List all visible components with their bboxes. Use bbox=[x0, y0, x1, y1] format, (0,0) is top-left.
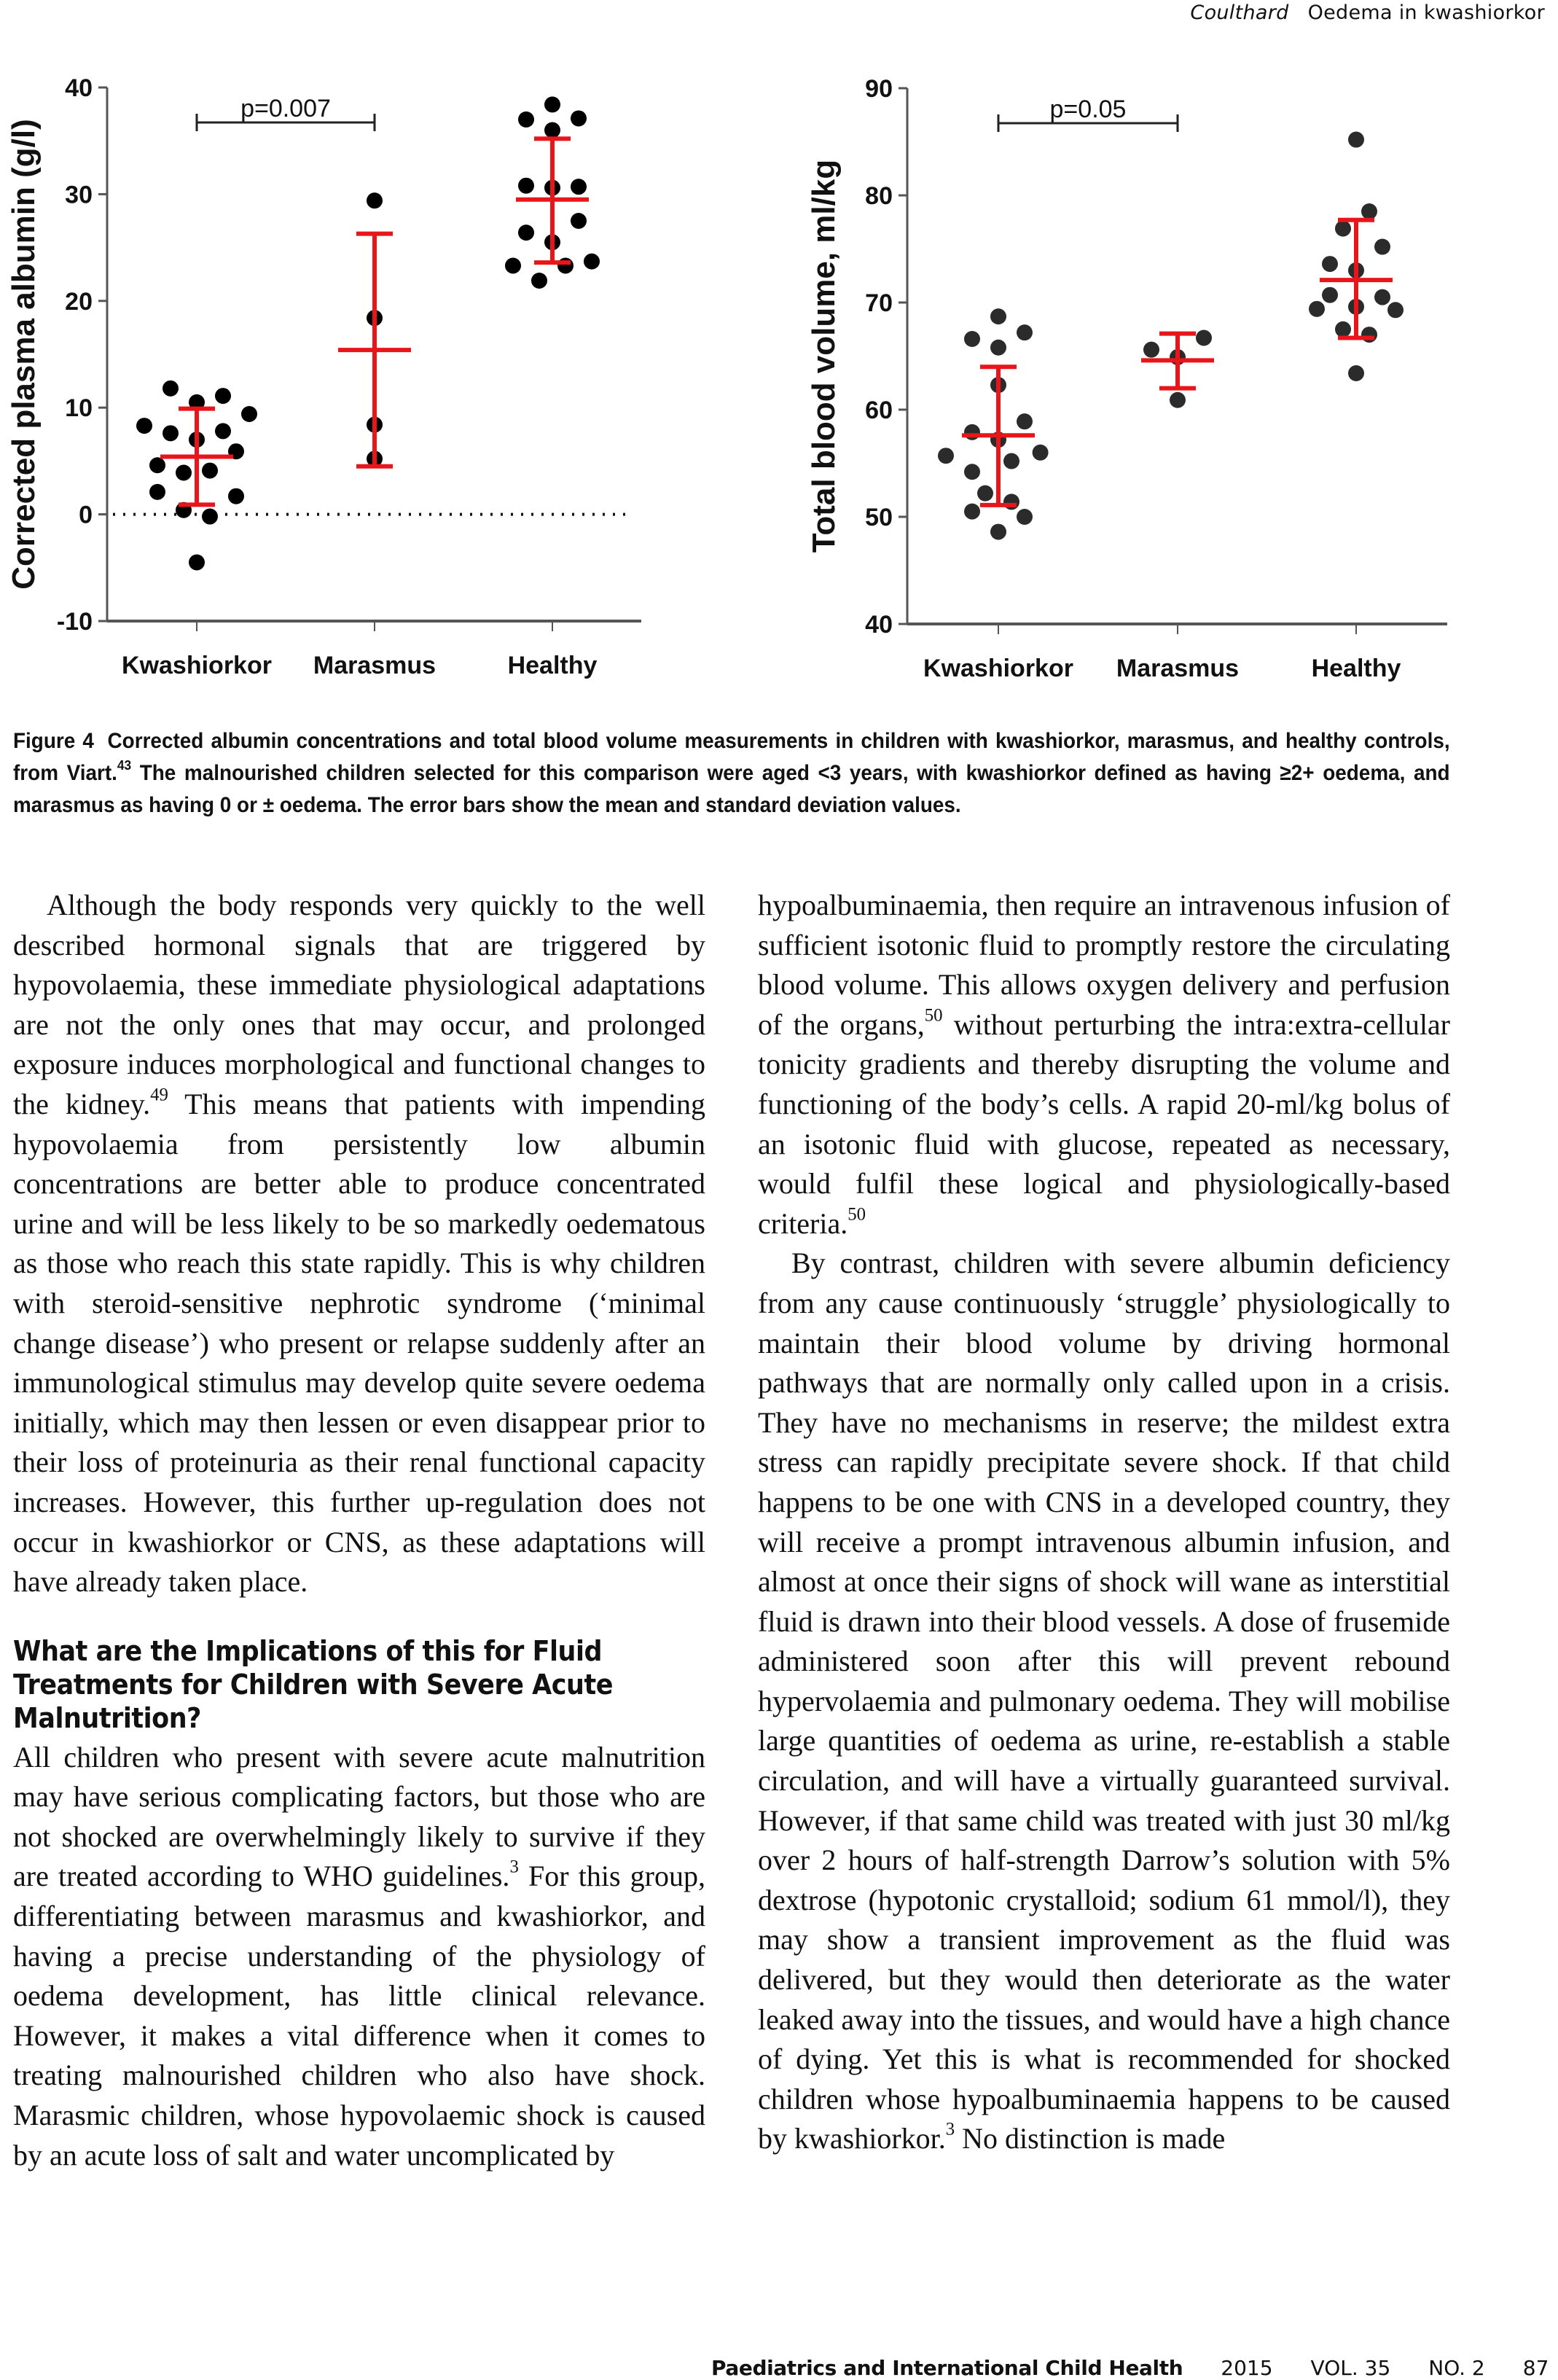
data-point bbox=[990, 340, 1006, 356]
mean-sd-error-bar bbox=[338, 234, 411, 467]
data-point bbox=[1170, 392, 1186, 408]
data-point bbox=[1335, 221, 1351, 237]
data-point bbox=[977, 485, 993, 502]
data-point bbox=[1361, 327, 1377, 343]
data-point bbox=[505, 257, 521, 273]
data-point bbox=[136, 418, 152, 434]
data-point bbox=[964, 464, 980, 480]
x-category-label: Marasmus bbox=[1116, 655, 1240, 682]
data-point bbox=[1017, 413, 1033, 429]
paragraph bbox=[13, 886, 705, 1602]
y-tick-label: 90 bbox=[865, 75, 893, 103]
x-category-label: Kwashiorkor bbox=[923, 655, 1073, 682]
figure-4 bbox=[0, 58, 1558, 707]
y-tick-label: -10 bbox=[56, 608, 93, 636]
mean-sd-error-bar bbox=[516, 138, 589, 262]
journal-name: Paediatrics and International Child Health bbox=[711, 2356, 1183, 2380]
running-head-author: Coulthard bbox=[1190, 1, 1289, 24]
paragraph-text: No distinction is made bbox=[955, 2122, 1226, 2155]
data-point bbox=[1196, 330, 1212, 346]
y-tick-label: 40 bbox=[865, 611, 893, 639]
citation-ref[interactable]: 50 bbox=[924, 1005, 943, 1026]
data-point bbox=[518, 112, 534, 128]
p-value-label: p=0.007 bbox=[240, 95, 331, 122]
data-point bbox=[1143, 342, 1159, 358]
data-point bbox=[163, 425, 179, 441]
data-point bbox=[964, 424, 980, 440]
data-point bbox=[1017, 509, 1033, 525]
data-point bbox=[215, 388, 231, 404]
data-point bbox=[1322, 287, 1338, 303]
mean-sd-error-bar bbox=[1320, 220, 1393, 338]
data-point bbox=[571, 213, 587, 229]
y-tick-label: 70 bbox=[865, 289, 893, 317]
p-value-label: p=0.05 bbox=[1049, 95, 1127, 123]
volume: VOL. 35 bbox=[1310, 2356, 1391, 2380]
data-point bbox=[964, 504, 980, 520]
y-tick-label: 40 bbox=[65, 74, 93, 102]
y-tick-label: 30 bbox=[65, 181, 93, 209]
figure-label: Figure 4 bbox=[13, 729, 94, 753]
albumin-scatter-chart bbox=[0, 58, 656, 700]
x-category-label: Kwashiorkor bbox=[122, 652, 272, 679]
data-point bbox=[1017, 324, 1033, 340]
paragraph bbox=[758, 1244, 1450, 2159]
running-head-title: Oedema in kwashiorkor bbox=[1307, 1, 1545, 24]
figure-caption bbox=[13, 725, 1450, 822]
paragraph-text: without perturbing the intra:extra-cellular tonicity gradients and thereby disrupting the volume and functioning of the body’s cells. A rapid 20-ml/kg bolus of an isotonic fluid with glucose, repeated as necessary, would fulfil these logical and physiologically-based criteria. bbox=[758, 1007, 1450, 1240]
citation-ref[interactable]: 43 bbox=[117, 757, 132, 773]
running-head bbox=[1190, 1, 1545, 24]
caption-text: Corrected albumin concentrations and total blood volume measurements in children with kwashiorkor, marasmus, and healthy controls, from Viart. bbox=[13, 729, 1450, 785]
y-axis-label: Corrected plasma albumin (g/l) bbox=[6, 119, 42, 590]
series-kwashiorkor bbox=[938, 308, 1049, 539]
data-point bbox=[1348, 365, 1364, 381]
caption-text-cont: The malnourished children selected for this comparison were aged <3 years, with kwashiorkor defined as having ≥2+ oedema, and marasmus as having 0 or ± oedema. The error bars show the mean and standard deviation values. bbox=[13, 761, 1450, 817]
citation-ref[interactable]: 3 bbox=[509, 1857, 519, 1877]
data-point bbox=[202, 463, 218, 479]
data-point bbox=[544, 96, 560, 112]
data-point bbox=[518, 225, 534, 241]
data-point bbox=[544, 122, 560, 138]
y-tick-label: 0 bbox=[79, 501, 93, 529]
y-tick-label: 60 bbox=[865, 397, 893, 424]
data-point bbox=[531, 273, 547, 289]
paragraph-text: All children who present with severe acute malnutrition may have serious complicating factors, but those who are not shocked are overwhelmingly likely to survive if they are treated according to WHO guidelines. bbox=[13, 1740, 705, 1893]
data-point bbox=[176, 465, 192, 481]
data-point bbox=[149, 484, 165, 500]
data-point bbox=[584, 254, 600, 270]
y-tick-label: 10 bbox=[65, 394, 93, 423]
section-heading: What are the Implications of this for Fluid Treatments for Children with Severe Acute Malnutrition? bbox=[13, 1634, 613, 1734]
paragraph bbox=[758, 886, 1450, 1244]
data-point bbox=[215, 423, 231, 439]
data-point bbox=[149, 457, 165, 473]
x-category-label: Marasmus bbox=[313, 652, 437, 679]
data-point bbox=[1361, 203, 1377, 219]
citation-ref[interactable]: 3 bbox=[945, 2119, 955, 2139]
data-point bbox=[571, 110, 587, 126]
data-point bbox=[1309, 301, 1325, 317]
blood-volume-scatter-chart bbox=[802, 58, 1487, 700]
data-point bbox=[990, 308, 1006, 324]
data-point bbox=[1335, 321, 1351, 338]
y-tick-label: 20 bbox=[65, 287, 93, 316]
citation-ref[interactable]: 50 bbox=[847, 1204, 866, 1225]
issue: NO. 2 bbox=[1428, 2356, 1485, 2380]
mean-sd-error-bar bbox=[160, 409, 233, 505]
data-point bbox=[1003, 493, 1019, 510]
data-point bbox=[938, 448, 954, 464]
series-marasmus bbox=[1141, 330, 1214, 408]
data-point bbox=[367, 192, 383, 208]
y-tick-label: 50 bbox=[865, 504, 893, 531]
data-point bbox=[228, 488, 244, 504]
data-point bbox=[557, 257, 574, 273]
paragraph bbox=[13, 1738, 705, 2176]
data-point bbox=[241, 406, 257, 422]
y-axis-label: Total blood volume, ml/kg bbox=[806, 159, 842, 553]
paragraph-text: This means that patients with impending hypovolaemia from persistently low albumin concentrations are better able to produce concentrated urine and will be less likely to be so markedly oedematous as those who reach this state rapidly. This is why children with steroid-sensitive nephrotic syndrome (‘minimal change disease’) who present or relapse suddenly after an immunological stimulus may develop quite severe oedema initially, which may then lessen or even disappear prior to their loss of proteinuria as their renal functional capacity increases. However, this further up-regulation does not occur in kwashiorkor or CNS, as these adaptations will have already taken place. bbox=[13, 1087, 705, 1599]
y-tick-label: 80 bbox=[865, 182, 893, 210]
data-point bbox=[964, 331, 980, 347]
data-point bbox=[518, 178, 534, 194]
paragraph-text: hypoalbuminaemia, then require an intravenous infusion of sufficient isotonic fluid to promptly restore the circulating blood volume. This allows oxygen delivery and perfusion of the organs, bbox=[758, 889, 1450, 1041]
data-point bbox=[163, 381, 179, 397]
x-category-label: Healthy bbox=[1311, 655, 1401, 682]
data-point bbox=[189, 554, 205, 570]
data-point bbox=[1348, 132, 1364, 148]
series-marasmus bbox=[338, 192, 411, 467]
series-healthy bbox=[505, 96, 600, 289]
paragraph-text: For this group, differentiating between marasmus and kwashiorkor, and having a precise understanding of the physiology of oedema development, has little clinical relevance. However, it makes a vital difference when it comes to treating malnourished children who also have shock. Marasmic children, whose hypovolaemic shock is caused by an acute loss of salt and water uncomplicated by bbox=[13, 1860, 705, 2172]
data-point bbox=[1387, 302, 1404, 318]
x-category-label: Healthy bbox=[507, 652, 598, 679]
page-footer bbox=[711, 2356, 1549, 2380]
data-point bbox=[1322, 256, 1338, 272]
data-point bbox=[202, 509, 218, 525]
data-point bbox=[1003, 453, 1019, 469]
paragraph-text: Although the body responds very quickly to the well described hormonal signals that are triggered by hypovolaemia, these immediate physiological adaptations are not the only ones that may occur, and prolonged exposure induces morphological and functional changes to the kidney. bbox=[13, 889, 705, 1120]
page-number: 87 bbox=[1522, 2356, 1549, 2380]
year: 2015 bbox=[1221, 2356, 1273, 2380]
right-column bbox=[758, 886, 1450, 2159]
citation-ref[interactable]: 49 bbox=[150, 1085, 168, 1105]
data-point bbox=[990, 524, 1006, 540]
mean-sd-error-bar bbox=[962, 367, 1035, 505]
paragraph-text: By contrast, children with severe albumin deficiency from any cause continuously ‘struggle’ physiologically to maintain their blood volume by driving hormonal pathways that are normally only called upon in a crisis. They have no mechanisms in reserve; the mildest extra stress can rapidly precipitate severe shock. If that child happens to be one with CNS in a developed country, they will receive a prompt intravenous albumin infusion, and almost at once their signs of shock will wane as interstitial fluid is drawn into their blood vessels. A dose of frusemide administered soon after this will prevent rebound hypervolaemia and pulmonary oedema. They will mobilise large quantities of oedema as urine, re-establish a stable circulation, and will have a virtually guaranteed survival. However, if that same child was treated with just 30 ml/kg over 2 hours of half-strength Darrow’s solution with 5% dextrose (hypotonic crystalloid; sodium 61 mmol/l), they may show a transient improvement as the fluid was delivered, but they would then deteriorate as the water leaked away into the tissues, and would have a high chance of dying. Yet this is what is recommended for shocked children whose hypoalbuminaemia happens to be caused by kwashiorkor. bbox=[758, 1246, 1450, 2155]
left-column bbox=[13, 886, 705, 2175]
data-point bbox=[1033, 445, 1049, 461]
series-kwashiorkor bbox=[136, 381, 257, 571]
data-point bbox=[1374, 239, 1390, 255]
series-healthy bbox=[1309, 132, 1404, 381]
data-point bbox=[571, 179, 587, 195]
data-point bbox=[1374, 289, 1390, 305]
